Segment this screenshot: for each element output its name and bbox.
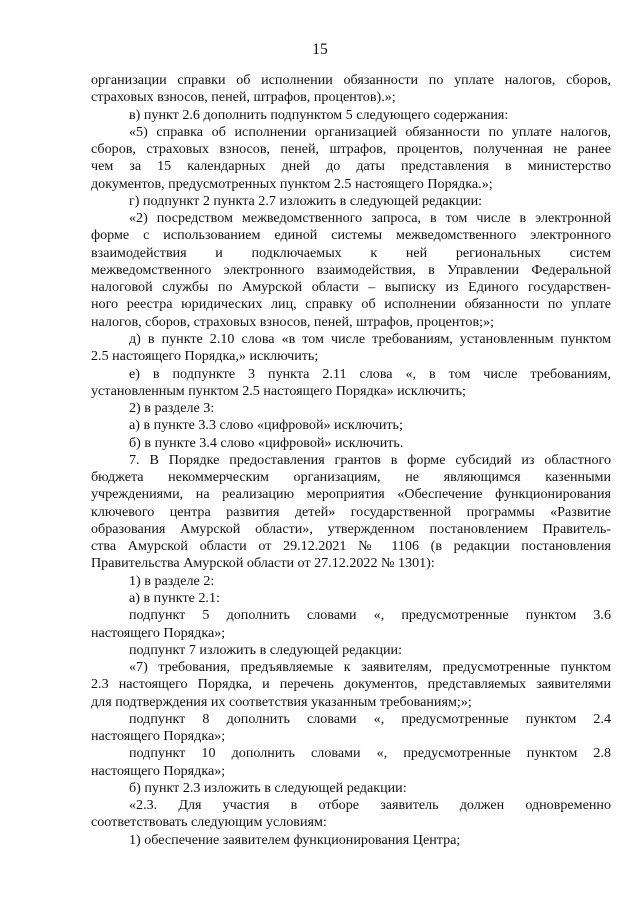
text-line: а) в пункте 2.1: [129, 589, 220, 606]
text-line: подпункт 7 изложить в следующей редакции: [129, 641, 403, 658]
page-number: 15 [312, 41, 328, 58]
text-line: настоящего Порядка»; [91, 728, 226, 745]
text-line: а) в пункте 3.3 слово «цифровой» исключить; [129, 417, 403, 434]
text-line: 2) в разделе 3: [129, 400, 215, 417]
text-line: образования Амурской области», утвержденном постановлением Правитель- [91, 520, 611, 537]
text-line: Правительства Амурской области от 27.12.2022 № 1301): [91, 555, 435, 572]
document-body [91, 72, 611, 849]
text-line: форме с использованием единой системы межведомственного электронного [91, 227, 611, 244]
text-line: сборов, страховых взносов, пеней, штрафов, процентов, полученная не ранее [91, 141, 611, 158]
text-line: настоящего Порядка»; [91, 624, 226, 641]
text-line: 2.5 настоящего Порядка,» исключить; [91, 348, 319, 365]
text-line: для подтверждения их соответствия указанным требованиям;»; [91, 693, 472, 710]
text-line: соответствовать следующим условиям: [91, 814, 327, 831]
text-line: 2.3 настоящего Порядка, и перечень документов, представляемых заявителями [91, 676, 611, 693]
text-line: настоящего Порядка»; [91, 762, 226, 779]
text-line: «5) справка об исполнении организацией обязанности по уплате налогов, [129, 123, 611, 140]
text-line: ного реестра юридических лиц, справку об исполнении обязанности по уплате [91, 296, 611, 313]
text-line: межведомственного электронного взаимодействия, в Управлении Федеральной [91, 261, 611, 278]
text-line: взаимодействия и подключаемых к ней региональных систем [91, 244, 611, 261]
text-line: 1) в разделе 2: [129, 572, 215, 589]
text-line: «2) посредством межведомственного запроса, в том числе в электронной [129, 210, 611, 227]
text-line: чем за 15 календарных дней до даты представления в министерство [91, 158, 611, 175]
text-line: 7. В Порядке предоставления грантов в форме субсидий из областного [129, 451, 611, 468]
text-line: налоговой службы по Амурской области – выписку из Единого государствен- [91, 279, 611, 296]
text-line: б) в пункте 3.4 слово «цифровой» исключить. [129, 434, 404, 451]
text-line: в) пункт 2.6 дополнить подпунктом 5 следующего содержания: [129, 106, 509, 123]
text-line: документов, предусмотренных пунктом 2.5 настоящего Порядка.»; [91, 175, 493, 192]
text-line: «7) требования, предъявляемые к заявителям, предусмотренные пунктом [129, 659, 611, 676]
text-line: «2.3. Для участия в отборе заявитель должен одновременно [129, 797, 611, 814]
text-line: установленным пунктом 2.5 настоящего Порядка» исключить; [91, 382, 466, 399]
text-line: учреждениями, на реализацию мероприятия «Обеспечение функционирования [91, 486, 611, 503]
text-line: б) пункт 2.3 изложить в следующей редакции: [129, 779, 407, 796]
text-line: подпункт 10 дополнить словами «, предусмотренные пунктом 2.8 [129, 745, 611, 762]
text-line: организации справки об исполнении обязанности по уплате налогов, сборов, [91, 72, 611, 88]
text-line: д) в пункте 2.10 слова «в том числе требованиям, установленным пунктом [129, 330, 611, 347]
text-line: налогов, сборов, страховых взносов, пеней, штрафов, процентов;»; [91, 313, 495, 330]
text-line: г) подпункт 2 пункта 2.7 изложить в следующей редакции: [129, 192, 483, 209]
text-line: е) в подпункте 3 пункта 2.11 слова «, в том числе требованиям, [129, 365, 611, 382]
text-line: страховых взносов, пеней, штрафов, процентов).»; [91, 89, 396, 106]
text-line: 1) обеспечение заявителем функционирования Центра; [129, 831, 461, 848]
text-line: подпункт 5 дополнить словами «, предусмотренные пунктом 3.6 [129, 607, 611, 624]
text-line: подпункт 8 дополнить словами «, предусмотренные пунктом 2.4 [129, 710, 611, 727]
text-line: ключевого центра развития детей» государственной программы «Развитие [91, 503, 611, 520]
text-line: ства Амурской области от 29.12.2021 № 1106 (в редакции постановления [91, 538, 611, 555]
text-line: бюджета некоммерческим организациям, не являющимся казенными [91, 469, 611, 486]
